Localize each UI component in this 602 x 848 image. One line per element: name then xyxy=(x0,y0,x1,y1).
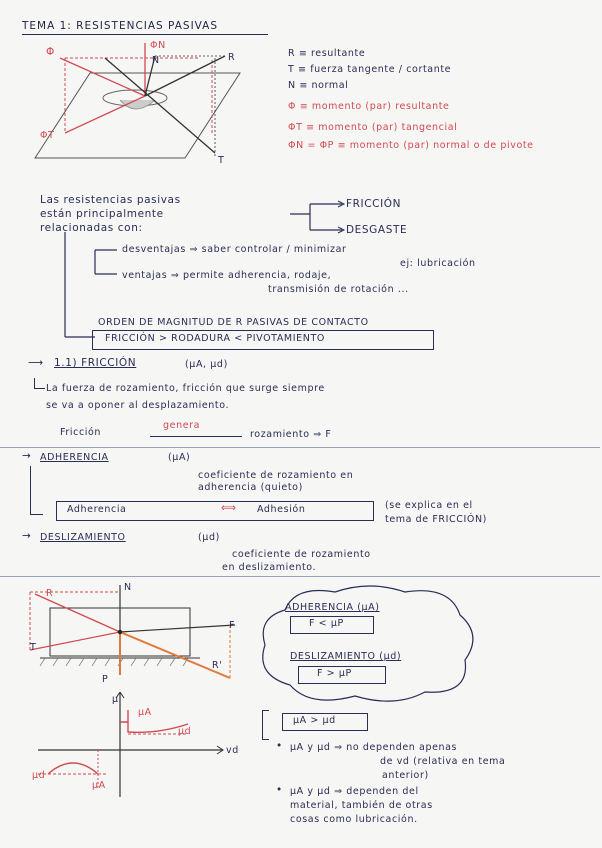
fig2-label-r: R xyxy=(46,588,54,599)
fig1-label-n: N xyxy=(152,55,160,66)
fig1-label-r: R xyxy=(228,52,236,63)
adherencia-note-2: tema de FRICCIÓN) xyxy=(385,514,487,525)
graph-mu-vd xyxy=(28,692,238,804)
adherencia-tree xyxy=(30,466,43,515)
figure-block-forces xyxy=(20,580,250,690)
intro-branch-lines xyxy=(290,200,350,234)
flow-arrow xyxy=(150,436,242,437)
fig2-label-rprime: R' xyxy=(212,660,223,671)
definition-hook xyxy=(34,378,45,389)
adherencia-coef: (μA) xyxy=(168,452,191,463)
title-underline xyxy=(22,34,268,35)
cloud-shape xyxy=(255,580,485,710)
advantages-text-2: transmisión de rotación ... xyxy=(268,284,409,295)
fig2-label-p: P xyxy=(102,674,109,685)
figure-plane-vectors xyxy=(30,38,260,168)
friccion-def-2: se va a oponer al desplazamiento. xyxy=(46,400,230,411)
section-heading: 1.1) FRICCIÓN xyxy=(54,357,137,369)
adherencia-desc-2: adherencia (quieto) xyxy=(198,482,303,493)
definition-phi: Φ ≡ momento (par) resultante xyxy=(288,101,450,112)
graph-label-lower-right: μA xyxy=(92,780,106,791)
bullet-1-line-1: μA y μd ⇒ no dependen apenas xyxy=(290,742,458,753)
cloud-des-formula: F > μP xyxy=(317,668,352,679)
branch-desgaste: DESGASTE xyxy=(346,224,408,236)
deslizamiento-desc-2: en deslizamiento. xyxy=(222,562,317,573)
order-title: ORDEN DE MAGNITUD DE R PASIVAS DE CONTACTO xyxy=(98,317,369,328)
definition-n: N ≡ normal xyxy=(288,80,349,91)
bullet-2-line-3: cosas como lubricación. xyxy=(290,814,418,825)
friccion-def-1: La fuerza de rozamiento, fricción que surge siempre xyxy=(46,383,325,394)
fig1-label-phit: ΦT xyxy=(40,130,55,141)
cloud-des-title: DESLIZAMIENTO (μd) xyxy=(290,651,402,662)
graph-label-lower-left: μd xyxy=(32,770,46,781)
adherencia-note-1: (se explica en el xyxy=(385,500,473,511)
intro-line-3: relacionadas con: xyxy=(40,222,143,234)
fig2-label-f: F xyxy=(229,620,236,631)
advantages-text: ventajas ⇒ permite adherencia, rodaje, xyxy=(122,270,332,281)
fig1-label-phi: Φ xyxy=(46,46,55,58)
bullet-1-line-3: anterior) xyxy=(382,770,429,781)
cloud-des-box xyxy=(298,666,386,684)
adherencia-heading: ADHERENCIA xyxy=(40,452,109,463)
bullet-2-line-2: material, también de otras xyxy=(290,800,433,811)
divider-1 xyxy=(0,447,600,448)
adherencia-box-left: Adherencia xyxy=(67,504,127,515)
fig1-label-t: T xyxy=(218,155,225,166)
flow-left: Fricción xyxy=(60,427,102,438)
disadvantages-text: desventajas ⇒ saber controlar / minimizar xyxy=(122,244,347,255)
disadvantages-example: ej: lubricación xyxy=(400,258,476,269)
flow-arrow-label: genera xyxy=(163,420,201,431)
page-title: TEMA 1: RESISTENCIAS PASIVAS xyxy=(22,20,219,32)
cloud-adh-formula: F < μP xyxy=(309,618,344,629)
conclusion-box-text: μA > μd xyxy=(293,715,336,726)
intro-line-1: Las resistencias pasivas xyxy=(40,194,181,206)
deslizamiento-desc-1: coeficiente de rozamiento xyxy=(232,549,371,560)
intro-line-2: están principalmente xyxy=(40,208,164,220)
adherencia-desc-1: coeficiente de rozamiento en xyxy=(198,470,354,481)
definition-t: T ≡ fuerza tangente / cortante xyxy=(288,64,452,75)
cloud-adh-title: ADHERENCIA (μA) xyxy=(285,602,380,613)
branch-friccion: FRICCIÓN xyxy=(346,198,402,210)
graph-x-label: vd xyxy=(226,745,239,756)
definition-r: R ≡ resultante xyxy=(288,48,366,59)
deslizamiento-coef: (μd) xyxy=(198,532,220,543)
section-heading-coef: (μA, μd) xyxy=(185,359,228,370)
section-arrow: ⟶ xyxy=(28,357,44,369)
flow-right: rozamiento ⇒ F xyxy=(250,429,332,440)
order-box xyxy=(92,330,434,350)
graph-y-label: μ xyxy=(112,694,119,705)
fig2-label-n: N xyxy=(124,582,132,593)
bullet-2-dot: • xyxy=(276,784,283,796)
adherencia-arrow: → xyxy=(22,450,32,462)
bullet-1-dot: • xyxy=(276,740,283,752)
deslizamiento-arrow: → xyxy=(22,530,32,542)
adherencia-box-arrow: ⟺ xyxy=(221,502,237,514)
divider-2 xyxy=(0,576,600,577)
fig1-label-phin: ΦN xyxy=(150,40,166,51)
conclusion-box xyxy=(282,713,368,731)
definition-phin: ΦN = ΦP ≡ momento (par) normal o de pivote xyxy=(288,140,534,151)
graph-label-mid: μd xyxy=(178,726,192,737)
graph-label-upper: μA xyxy=(138,707,152,718)
bullet-2-line-1: μA y μd ⇒ dependen del xyxy=(290,786,419,797)
adherencia-box-right: Adhesión xyxy=(257,504,306,515)
adherencia-box xyxy=(56,501,374,521)
deslizamiento-heading: DESLIZAMIENTO xyxy=(40,532,126,543)
definition-phit: ΦT ≡ momento (par) tangencial xyxy=(288,122,458,133)
bullet-1-line-2: de vd (relativa en tema xyxy=(380,756,506,767)
conclusion-bracket xyxy=(262,710,269,740)
order-box-text: FRICCIÓN > RODADURA < PIVOTAMIENTO xyxy=(105,333,325,344)
cloud-adh-box xyxy=(290,616,374,634)
fig2-label-t: T xyxy=(30,642,37,653)
